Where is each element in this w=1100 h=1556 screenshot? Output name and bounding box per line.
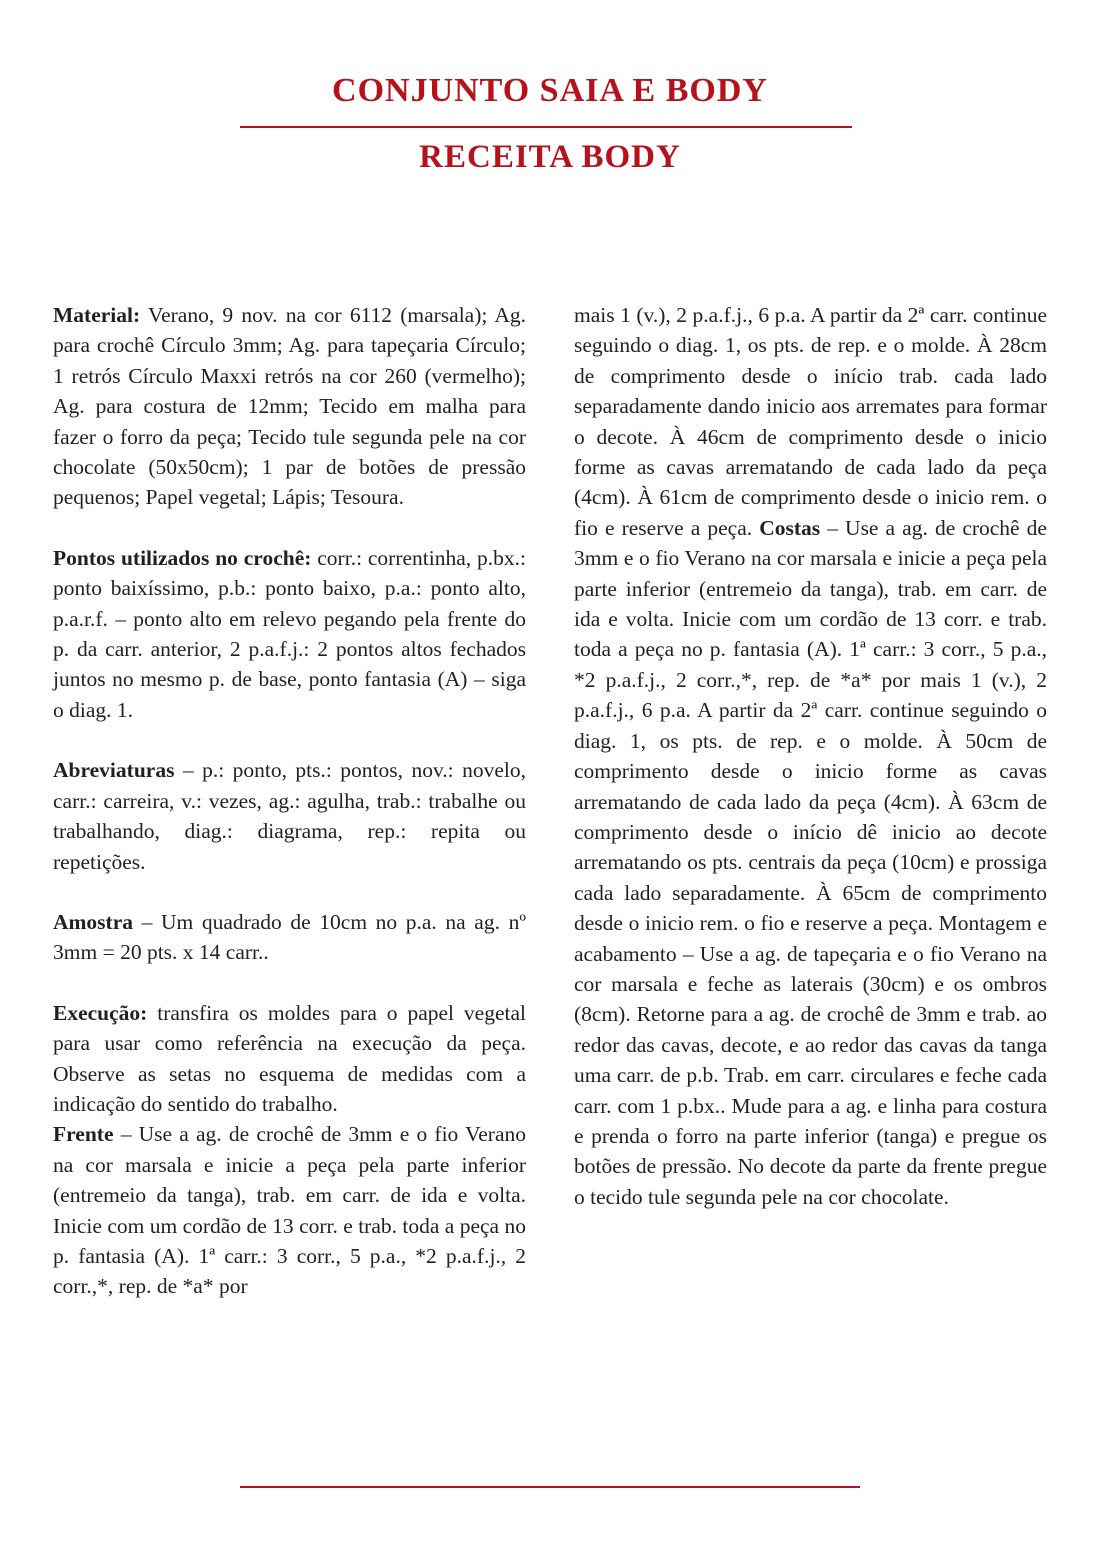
execucao-paragraph bbox=[53, 998, 526, 1120]
page-title: CONJUNTO SAIA E BODY bbox=[332, 72, 768, 109]
execucao-text: transfira os moldes para o papel vegetal para usar como referência na execução da peça. Observe as setas no esquema de medidas com a indicação do sentido do trabalho. bbox=[53, 1000, 526, 1116]
page-subtitle: RECEITA BODY bbox=[419, 139, 681, 175]
pontos-paragraph bbox=[53, 543, 526, 725]
material-label: Material: bbox=[53, 303, 141, 327]
abreviaturas-label: Abreviaturas bbox=[53, 758, 175, 783]
left-column bbox=[53, 300, 526, 1302]
amostra-label: Amostra bbox=[53, 909, 134, 934]
right-column bbox=[574, 300, 1047, 1212]
pontos-label: Pontos utilizados no crochê: bbox=[53, 545, 312, 570]
title-divider bbox=[240, 126, 852, 128]
frente-text: – Use a ag. de crochê de 3mm e o fio Verano na cor marsala e inicie a peça pela parte inferior (entremeio da tanga), trab. em carr. de ida e volta. Inicie com um cordão de 13 corr. e trab. toda a peça no p. fantasia (A). 1ª carr.: 3 corr., 5 p.a., *2 p.a.f.j., 2 corr.,*, rep. de *a* por bbox=[53, 1122, 526, 1299]
amostra-text: – Um quadrado de 10cm no p.a. na ag. nº 3mm = 20 pts. x 14 carr.. bbox=[53, 909, 526, 965]
amostra-paragraph bbox=[53, 907, 526, 968]
frente-paragraph bbox=[53, 1119, 526, 1301]
abreviaturas-paragraph bbox=[53, 755, 526, 877]
frente-label: Frente bbox=[53, 1122, 114, 1147]
material-text: Verano, 9 nov. na cor 6112 (marsala); Ag. para crochê Círculo 3mm; Ag. para tapeçaria Círculo; 1 retrós Círculo Maxxi retrós na cor 260 (vermelho); Ag. para costura de 12mm; Tecido em malha para fazer o forro da peça; Tecido tule segunda pele na cor chocolate (50x50cm); 1 par de botões de pressão pequenos; Papel vegetal; Lápis; Tesoura. bbox=[53, 303, 526, 510]
frente-continuation-text: mais 1 (v.), 2 p.a.f.j., 6 p.a. A partir da 2ª carr. continue seguindo o diag. 1, os pts. de rep. e o molde. À 28cm de comprimento desde o início trab. cada lado separadamente dando inicio aos arremates para formar o decote. À 46cm de comprimento desde o inicio forme as cavas arrematando de cada lado da peça (4cm). À 61cm de comprimento desde o inicio rem. o fio e reserve a peça. bbox=[574, 303, 1047, 540]
costas-label: Costas bbox=[759, 515, 821, 540]
footer-divider bbox=[240, 1486, 860, 1488]
pontos-text: corr.: correntinha, p.bx.: ponto baixíssimo, p.b.: ponto baixo, p.a.: ponto alto, p.a.r.f. – ponto alto em relevo pegando pela frente do p. da carr. anterior, 2 p.a.f.j.: 2 pontos altos fechados juntos no mesmo p. de base, ponto fantasia (A) – siga o diag. 1. bbox=[53, 545, 526, 722]
material-paragraph bbox=[53, 300, 526, 513]
frente-continuation-paragraph bbox=[574, 300, 1047, 1212]
costas-text: – Use a ag. de crochê de 3mm e o fio Verano na cor marsala e inicie a peça pela parte inferior (entremeio da tanga), trab. em carr. de ida e volta. Inicie com um cordão de 13 corr. e trab. toda a peça no p. fantasia (A). 1ª carr.: 3 corr., 5 p.a., *2 p.a.f.j., 2 corr.,*, rep. de *a* por mais 1 (v.), 2 p.a.f.j., 6 p.a. A partir da 2ª carr. continue seguindo o diag. 1, os pts. de rep. e o molde. À 50cm de comprimento desde o inicio forme as cavas arrematando de cada lado da peça (4cm). À 63cm de comprimento desde o início dê inicio ao decote arrematando os pts. centrais da peça (10cm) e prossiga cada lado separadamente. À 65cm de comprimento desde o inicio rem. o fio e reserve a peça. Montagem e acabamento – Use a ag. de tapeçaria e o fio Verano na cor marsala e feche as laterais (30cm) e os ombros (8cm). Retorne para a ag. de crochê de 3mm e trab. ao redor das cavas, decote, e ao redor das cavas da tanga uma carr. de p.b. Trab. em carr. circulares e feche cada carr. com 1 p.bx.. Mude para a ag. e linha para costura e prenda o forro na parte inferior (tanga) e pregue os botões de pressão. No decote da parte da frente pregue o tecido tule segunda pele na cor chocolate. bbox=[574, 515, 1047, 1209]
abreviaturas-text: – p.: ponto, pts.: pontos, nov.: novelo, carr.: carreira, v.: vezes, ag.: agulha, trab.: trabalhe ou trabalhando, diag.: diagrama, rep.: repita ou repetições. bbox=[53, 758, 526, 874]
execucao-label: Execução: bbox=[53, 1000, 148, 1025]
